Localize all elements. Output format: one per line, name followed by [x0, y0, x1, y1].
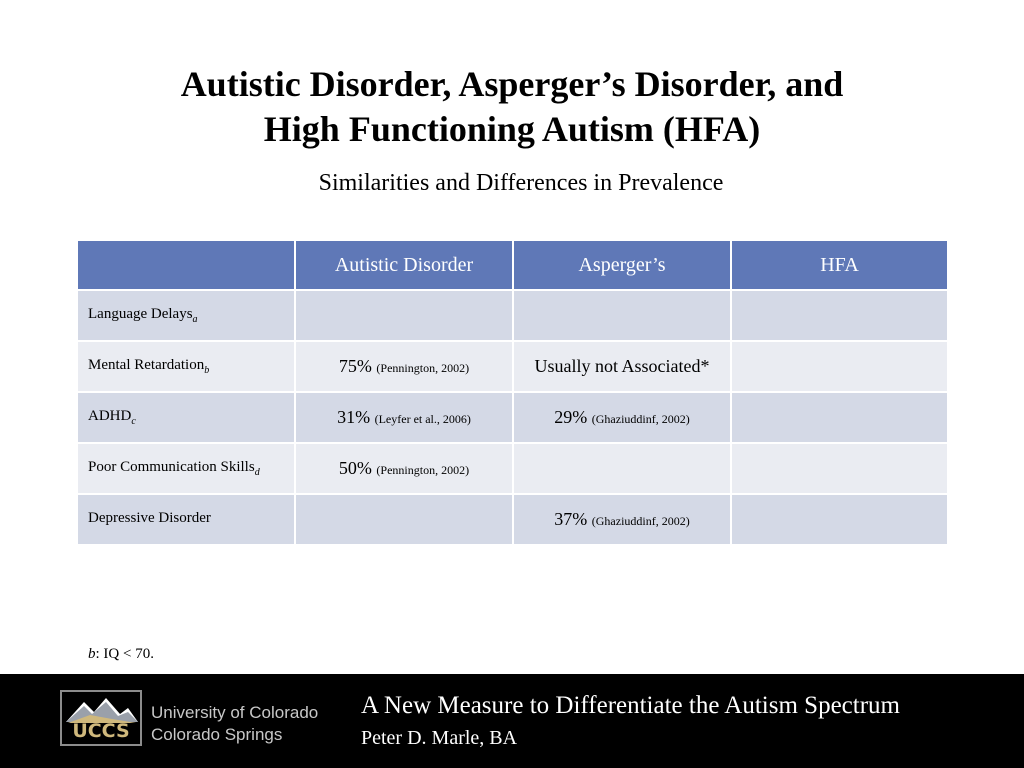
table-row: [77, 290, 948, 341]
table-row: [77, 392, 948, 443]
footer-bar: [0, 674, 1024, 768]
university-line-1: University of Colorado: [151, 703, 319, 722]
cell-autistic-disorder: 31% (Leyfer et al., 2006): [295, 392, 513, 443]
footnote: [88, 646, 154, 663]
row-label: $ADHD_c$: [77, 392, 295, 443]
table-header-row: [77, 240, 948, 290]
presentation-title: A New Measure to Differentiate the Autism Spectrum: [361, 692, 900, 719]
cell-autistic-disorder: [295, 494, 513, 545]
cell-hfa: [731, 341, 948, 392]
header-cell-hfa: HFA: [731, 240, 948, 290]
slide-title-line-2: High Functioning Autism (HFA): [263, 109, 761, 149]
row-label: Mental Retardation$_b$: [77, 341, 295, 392]
presentation-author: Peter D. Marle, BA: [361, 727, 518, 749]
row-label: Language Delays$_a$: [77, 290, 295, 341]
cell-aspergers: [513, 443, 731, 494]
footnote-marker: b: [88, 646, 96, 662]
header-cell-aspergers: Asperger’s: [513, 240, 731, 290]
cell-autistic-disorder: 75% (Pennington, 2002): [295, 341, 513, 392]
header-cell-empty: [77, 240, 295, 290]
uccs-logo: [60, 690, 142, 746]
cell-hfa: [731, 290, 948, 341]
footnote-text: : IQ < 70.: [95, 646, 154, 662]
university-line-2: Colorado Springs: [151, 725, 283, 744]
table-row: [77, 341, 948, 392]
table-row: [77, 494, 948, 545]
logo-text: UCCS: [72, 720, 130, 742]
header-cell-autistic-disorder: Autistic Disorder: [295, 240, 513, 290]
slide-subtitle: Similarities and Differences in Prevalence: [318, 170, 724, 196]
slide-title: [0, 62, 1024, 152]
university-name: [151, 702, 318, 746]
cell-aspergers: [513, 290, 731, 341]
cell-hfa: [731, 392, 948, 443]
cell-autistic-disorder: 50% (Pennington, 2002): [295, 443, 513, 494]
cell-aspergers: 29% (Ghaziuddinf, 2002): [513, 392, 731, 443]
slide-title-line-1: Autistic Disorder, Asperger’s Disorder, and: [180, 64, 844, 104]
cell-aspergers: Usually not Associated*: [513, 341, 731, 392]
row-label: Depressive Disorder: [77, 494, 295, 545]
cell-hfa: [731, 443, 948, 494]
cell-autistic-disorder: [295, 290, 513, 341]
cell-aspergers: 37% (Ghaziuddinf, 2002): [513, 494, 731, 545]
table-row: [77, 443, 948, 494]
row-label: Poor Communication Skills$_d$: [77, 443, 295, 494]
cell-hfa: [731, 494, 948, 545]
prevalence-table: [76, 239, 949, 546]
